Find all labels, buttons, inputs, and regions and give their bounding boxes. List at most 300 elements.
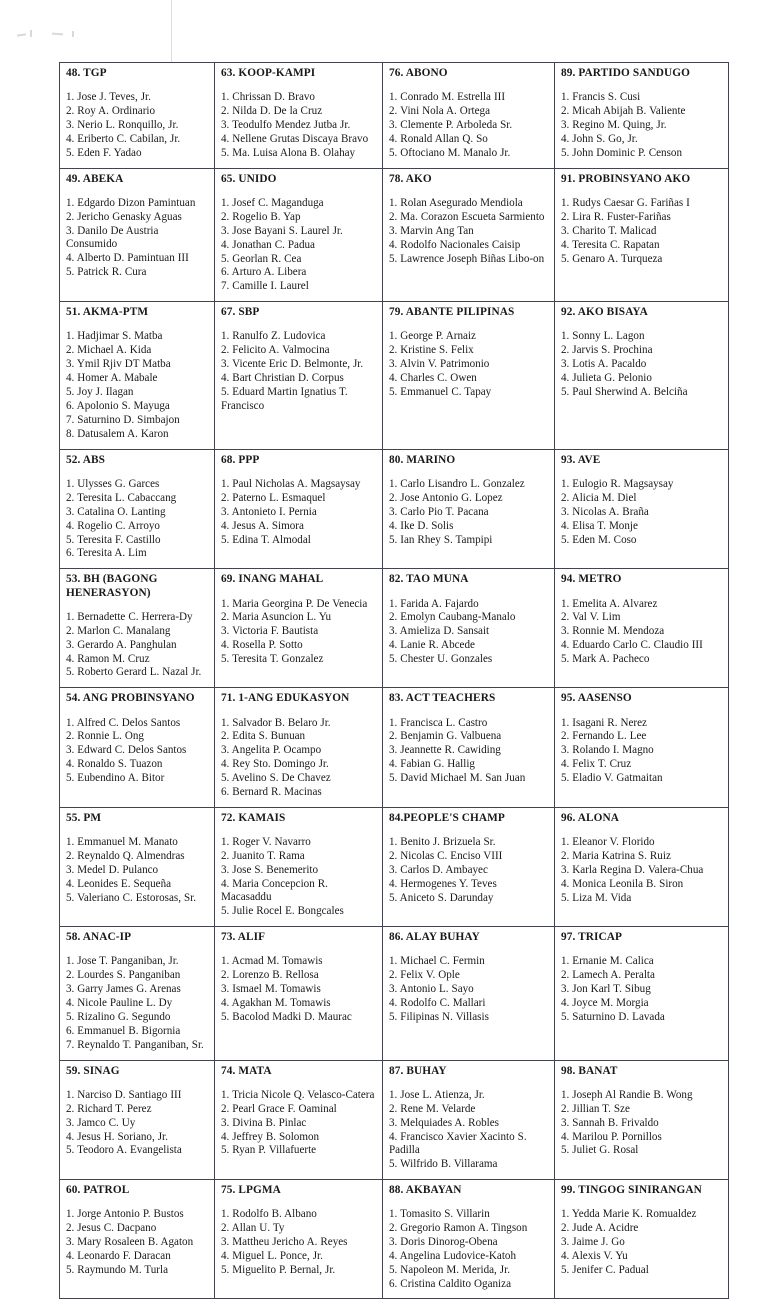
party-name: 80. MARINO bbox=[389, 453, 456, 466]
nominee-item: 2. Allan U. Ty bbox=[221, 1221, 285, 1234]
nominee-list bbox=[389, 717, 549, 786]
nominee-list bbox=[389, 478, 549, 547]
nominee-item: 1. Francis S. Cusi bbox=[561, 91, 641, 104]
nominee-list bbox=[561, 955, 723, 1024]
nominee-list bbox=[561, 1089, 723, 1158]
table-row bbox=[60, 1179, 729, 1299]
nominee-list bbox=[66, 955, 209, 1052]
party-name: 73. ALIF bbox=[221, 931, 266, 944]
nominee-list bbox=[221, 955, 377, 1024]
party-name: 75. LPGMA bbox=[221, 1183, 281, 1196]
party-block bbox=[383, 808, 554, 913]
party-name: 93. AVE bbox=[561, 453, 601, 466]
nominee-item: 1. Paul Nicholas A. Magsaysay bbox=[221, 477, 361, 490]
party-name: 74. MATA bbox=[221, 1064, 272, 1077]
nominee-item: 2. Fernando L. Lee bbox=[561, 730, 647, 743]
party-block bbox=[383, 569, 554, 674]
nominee-item: 2. Rene M. Velarde bbox=[389, 1102, 476, 1115]
party-name: 51. AKMA-PTM bbox=[66, 306, 149, 319]
party-block bbox=[60, 1061, 214, 1166]
nominee-list bbox=[561, 836, 723, 905]
party-name: 92. AKO BISAYA bbox=[561, 306, 648, 319]
nominee-item: 5. Lawrence Joseph Biñas Libo-on bbox=[389, 252, 545, 265]
nominee-item: 3. Mattheu Jericho A. Reyes bbox=[221, 1235, 348, 1248]
nominee-item: 3. Catalina O. Lanting bbox=[66, 505, 166, 518]
party-name: 54. ANG PROBINSYANO bbox=[66, 692, 195, 705]
nominee-item: 2. Jericho Genasky Aguas bbox=[66, 210, 182, 223]
nominee-list bbox=[561, 330, 723, 399]
party-cell bbox=[60, 168, 215, 302]
nominee-item: 4. Felix T. Cruz bbox=[561, 758, 632, 771]
nominee-item: 1. Salvador B. Belaro Jr. bbox=[221, 716, 331, 729]
party-name: 99. TINGOG SINIRANGAN bbox=[561, 1183, 702, 1196]
party-name: 68. PPP bbox=[221, 453, 260, 466]
nominee-item: 4. Jesus H. Soriano, Jr. bbox=[66, 1130, 168, 1143]
party-cell bbox=[215, 1179, 383, 1299]
nominee-item: 4. Angelina Ludovice-Katoh bbox=[389, 1249, 517, 1262]
nominee-item: 2. Rogelio B. Yap bbox=[221, 210, 301, 223]
party-cell bbox=[383, 1060, 555, 1179]
nominee-item: 3. Medel D. Pulanco bbox=[66, 863, 159, 876]
party-name: 95. AASENSO bbox=[561, 692, 632, 705]
party-block bbox=[215, 302, 382, 420]
nominee-item: 3. Amieliza D. Sansait bbox=[389, 625, 490, 638]
nominee-item: 4. Julieta G. Pelonio bbox=[561, 372, 652, 385]
party-name: 87. BUHAY bbox=[389, 1064, 447, 1077]
nominee-item: 3. Jamco C. Uy bbox=[66, 1116, 136, 1129]
scan-artifact-mark bbox=[30, 30, 32, 37]
nominee-list bbox=[221, 836, 377, 918]
party-block bbox=[555, 302, 728, 407]
party-block bbox=[383, 169, 554, 274]
party-block bbox=[555, 63, 728, 168]
nominee-item: 4. Lanie R. Abcede bbox=[389, 639, 475, 652]
nominee-item: 2. Jude A. Acidre bbox=[561, 1221, 639, 1234]
nominee-list bbox=[389, 91, 549, 160]
nominee-item: 2. Benjamin G. Valbuena bbox=[389, 730, 502, 743]
nominee-list bbox=[66, 1089, 209, 1158]
nominee-item: 3. Garry James G. Arenas bbox=[66, 983, 181, 996]
nominee-item: 5. Roberto Gerard L. Nazal Jr. bbox=[66, 666, 202, 679]
party-block bbox=[555, 1061, 728, 1166]
scan-artifact-mark bbox=[52, 33, 63, 36]
nominee-item: 5. Liza M. Vida bbox=[561, 891, 632, 904]
nominee-item: 5. Juliet G. Rosal bbox=[561, 1144, 639, 1157]
nominee-item: 3. Carlos D. Ambayec bbox=[389, 863, 488, 876]
nominee-item: 3. Rolando I. Magno bbox=[561, 744, 654, 757]
nominee-list bbox=[561, 598, 723, 667]
nominee-item: 3. Angelita P. Ocampo bbox=[221, 744, 322, 757]
nominee-item: 5. Mark A. Pacheco bbox=[561, 653, 650, 666]
party-cell bbox=[555, 302, 729, 449]
nominee-item: 3. Vicente Eric D. Belmonte, Jr. bbox=[221, 358, 364, 371]
party-cell bbox=[215, 168, 383, 302]
nominee-item: 5. Georlan R. Cea bbox=[221, 252, 302, 265]
table-row bbox=[60, 449, 729, 569]
party-name: 69. INANG MAHAL bbox=[221, 573, 324, 586]
nominee-item: 3. Jose S. Benemerito bbox=[221, 863, 319, 876]
nominee-item: 2. Lamech A. Peralta bbox=[561, 969, 655, 982]
party-name: 55. PM bbox=[66, 811, 102, 824]
party-block bbox=[215, 569, 382, 674]
party-name: 72. KAMAIS bbox=[221, 811, 286, 824]
party-name: 58. ANAC-IP bbox=[66, 931, 132, 944]
nominee-item: 4. Leonardo F. Daracan bbox=[66, 1249, 171, 1262]
nominee-item: 5. Saturnino D. Lavada bbox=[561, 1010, 665, 1023]
party-name: 84.PEOPLE'S CHAMP bbox=[389, 811, 505, 824]
party-cell bbox=[60, 1060, 215, 1179]
nominee-list bbox=[389, 1208, 549, 1291]
nominee-item: 3. Clemente P. Arboleda Sr. bbox=[389, 119, 513, 132]
nominee-list bbox=[66, 611, 209, 680]
party-cell bbox=[555, 168, 729, 302]
nominee-item: 7. Saturnino D. Simbajon bbox=[66, 413, 180, 426]
nominee-item: 3. Gerardo A. Panghulan bbox=[66, 638, 177, 651]
scan-artifact-mark bbox=[17, 33, 26, 36]
party-block bbox=[555, 169, 728, 274]
party-block bbox=[215, 1061, 382, 1166]
party-block bbox=[383, 688, 554, 793]
nominee-item: 1. Francisca L. Castro bbox=[389, 716, 488, 729]
nominee-item: 1. Jose J. Teves, Jr. bbox=[66, 91, 151, 104]
nominee-item: 2. Marlon C. Manalang bbox=[66, 624, 171, 637]
nominee-list bbox=[221, 598, 377, 667]
nominee-list bbox=[66, 478, 209, 561]
nominee-item: 4. Elisa T. Monje bbox=[561, 519, 638, 532]
party-name: 63. KOOP-KAMPI bbox=[221, 67, 316, 79]
nominee-item: 5. Paul Sherwind A. Belciña bbox=[561, 386, 688, 399]
nominee-list bbox=[221, 1208, 377, 1277]
party-name: 88. AKBAYAN bbox=[389, 1183, 462, 1196]
nominee-item: 3. Doris Dinorog-Obena bbox=[389, 1235, 498, 1248]
party-name: 65. UNIDO bbox=[221, 172, 277, 185]
party-cell bbox=[215, 688, 383, 808]
party-cell bbox=[215, 1060, 383, 1179]
nominee-item: 3. Lotis A. Pacaldo bbox=[561, 358, 647, 371]
nominee-item: 4. Alexis V. Yu bbox=[561, 1249, 628, 1262]
party-name: 97. TRICAP bbox=[561, 931, 623, 944]
party-list-nominees-table bbox=[59, 62, 729, 1299]
nominee-item: 1. Acmad M. Tomawis bbox=[221, 955, 323, 968]
nominee-item: 1. Ranulfo Z. Ludovica bbox=[221, 330, 326, 343]
nominee-item: 4. Rogelio C. Arroyo bbox=[66, 519, 160, 532]
nominee-item: 1. Roger V. Navarro bbox=[221, 836, 311, 849]
nominee-item: 2. Jarvis S. Prochina bbox=[561, 344, 653, 357]
nominee-list bbox=[389, 598, 549, 667]
party-block bbox=[215, 169, 382, 302]
nominee-item: 6. Apolonio S. Mayuga bbox=[66, 400, 170, 413]
nominee-item: 1. Isagani R. Nerez bbox=[561, 716, 647, 729]
nominee-item: 5. Teresita F. Castillo bbox=[66, 533, 161, 546]
nominee-item: 2. Ma. Corazon Escueta Sarmiento bbox=[389, 210, 545, 223]
nominee-list bbox=[221, 1089, 377, 1158]
party-cell bbox=[383, 688, 555, 808]
nominee-item: 5. Edina T. Almodal bbox=[221, 533, 311, 546]
nominee-item: 1. Emelita A. Alvarez bbox=[561, 597, 658, 610]
nominee-item: 6. Teresita A. Lim bbox=[66, 547, 147, 560]
nominee-item: 1. Tricia Nicole Q. Velasco-Catera bbox=[221, 1088, 375, 1101]
nominee-item: 4. Ronald Allan Q. So bbox=[389, 132, 488, 145]
party-cell bbox=[555, 1060, 729, 1179]
nominee-item: 5. Valeriano C. Estorosas, Sr. bbox=[66, 891, 197, 904]
nominee-item: 1. Bernadette C. Herrera-Dy bbox=[66, 610, 193, 623]
nominee-item: 6. Arturo A. Libera bbox=[221, 266, 307, 279]
table-row bbox=[60, 302, 729, 449]
nominee-item: 8. Datusalem A. Karon bbox=[66, 427, 169, 440]
party-cell bbox=[383, 302, 555, 449]
nominee-list bbox=[221, 478, 377, 547]
nominee-item: 5. Wilfrido B. Villarama bbox=[389, 1157, 498, 1170]
party-block bbox=[383, 450, 554, 555]
nominee-list bbox=[561, 91, 723, 160]
nominee-item: 3. Divina B. Pinlac bbox=[221, 1116, 307, 1129]
party-block bbox=[60, 169, 214, 287]
nominee-item: 2. Maria Asuncion L. Yu bbox=[221, 611, 332, 624]
nominee-item: 3. Alvin V. Patrimonio bbox=[389, 358, 490, 371]
nominee-item: 5. Filipinas N. Villasis bbox=[389, 1010, 489, 1023]
nominee-item: 5. David Michael M. San Juan bbox=[389, 772, 526, 785]
nominee-item: 3. Mary Rosaleen B. Agaton bbox=[66, 1235, 194, 1248]
nominee-item: 1. Farida A. Fajardo bbox=[389, 597, 479, 610]
nominee-item: 5. Eubendino A. Bitor bbox=[66, 772, 165, 785]
party-cell bbox=[383, 449, 555, 569]
nominee-item: 3. Antonieto I. Pernia bbox=[221, 505, 317, 518]
nominee-item: 5. Genaro A. Turqueza bbox=[561, 252, 663, 265]
nominee-list bbox=[66, 197, 209, 279]
nominee-item: 2. Vini Nola A. Ortega bbox=[389, 105, 490, 118]
nominee-item: 4. Teresita C. Rapatan bbox=[561, 238, 660, 251]
party-cell bbox=[383, 63, 555, 169]
party-name: 76. ABONO bbox=[389, 67, 448, 79]
nominee-item: 4. Bart Christian D. Corpus bbox=[221, 372, 344, 385]
nominee-item: 2. Nilda D. De la Cruz bbox=[221, 105, 323, 118]
nominee-item: 2. Jillian T. Sze bbox=[561, 1102, 630, 1115]
nominee-item: 1. Tomasito S. Villarin bbox=[389, 1207, 490, 1220]
nominee-item: 5. Ma. Luisa Alona B. Olahay bbox=[221, 146, 356, 159]
nominee-item: 3. Nicolas A. Braña bbox=[561, 505, 649, 518]
nominee-item: 1. Rodolfo B. Albano bbox=[221, 1207, 317, 1220]
nominee-item: 4. Maria Concepcion R. Macasaddu bbox=[221, 877, 328, 904]
nominee-item: 6. Cristina Caldito Oganiza bbox=[389, 1277, 511, 1290]
nominee-list bbox=[389, 330, 549, 399]
party-cell bbox=[383, 569, 555, 688]
nominee-item: 4. Leonides E. Sequeña bbox=[66, 877, 172, 890]
nominee-item: 5. Aniceto S. Darunday bbox=[389, 891, 494, 904]
nominee-item: 2. Alicia M. Diel bbox=[561, 491, 637, 504]
party-cell bbox=[215, 449, 383, 569]
nominee-item: 2. Lourdes S. Panganiban bbox=[66, 969, 181, 982]
nominee-item: 5. Teodoro A. Evangelista bbox=[66, 1144, 182, 1157]
table-row bbox=[60, 168, 729, 302]
nominee-item: 1. Eulogio R. Magsaysay bbox=[561, 477, 674, 490]
party-block bbox=[383, 927, 554, 1032]
party-cell bbox=[383, 168, 555, 302]
nominee-item: 4. John S. Go, Jr. bbox=[561, 132, 638, 145]
party-cell bbox=[215, 927, 383, 1061]
nominee-list bbox=[561, 717, 723, 786]
party-name: 89. PARTIDO SANDUGO bbox=[561, 67, 691, 79]
nominee-item: 4. Homer A. Mabale bbox=[66, 372, 158, 385]
nominee-item: 2. Paterno L. Esmaquel bbox=[221, 491, 326, 504]
nominee-item: 4. Monica Leonila B. Siron bbox=[561, 877, 684, 890]
nominee-list bbox=[561, 1208, 723, 1277]
nominee-item: 4. Ronaldo S. Tuazon bbox=[66, 758, 163, 771]
party-name: 67. SBP bbox=[221, 306, 260, 319]
nominee-item: 1. Eleanor V. Florido bbox=[561, 836, 655, 849]
nominee-item: 5. Jenifer C. Padual bbox=[561, 1263, 649, 1276]
nominee-list bbox=[221, 717, 377, 800]
nominee-item: 2. Emolyn Caubang-Manalo bbox=[389, 611, 516, 624]
nominee-item: 2. Juanito T. Rama bbox=[221, 850, 305, 863]
nominee-item: 3. Teodulfo Mendez Jutba Jr. bbox=[221, 119, 351, 132]
nominee-item: 4. Hermogenes Y. Teves bbox=[389, 877, 497, 890]
party-cell bbox=[555, 1179, 729, 1299]
party-cell bbox=[383, 927, 555, 1061]
party-name: 82. TAO MUNA bbox=[389, 573, 469, 586]
party-block bbox=[60, 569, 214, 687]
nominee-item: 2. Teresita L. Cabaccang bbox=[66, 491, 177, 504]
nominee-item: 3. Charito T. Malicad bbox=[561, 224, 657, 237]
nominee-item: 2. Richard T. Perez bbox=[66, 1102, 152, 1115]
party-block bbox=[60, 688, 214, 793]
nominee-item: 1. Emmanuel M. Manato bbox=[66, 836, 178, 849]
party-cell bbox=[215, 569, 383, 688]
party-name: 48. TGP bbox=[66, 67, 107, 79]
nominee-item: 1. Joseph Al Randie B. Wong bbox=[561, 1088, 693, 1101]
nominee-item: 4. Rosella P. Sotto bbox=[221, 639, 303, 652]
nominee-item: 3. Karla Regina D. Valera-Chua bbox=[561, 863, 704, 876]
nominee-item: 6. Bernard R. Macinas bbox=[221, 786, 322, 799]
nominee-list bbox=[389, 836, 549, 905]
nominee-item: 4. Rodolfo Nacionales Caisip bbox=[389, 238, 521, 251]
nominee-item: 1. George P. Arnaiz bbox=[389, 330, 476, 343]
party-block bbox=[555, 927, 728, 1032]
nominee-item: 4. Ramon M. Cruz bbox=[66, 652, 150, 665]
party-block bbox=[215, 688, 382, 807]
nominee-item: 3. Edward C. Delos Santos bbox=[66, 744, 187, 757]
nominee-item: 1. Rolan Asegurado Mendiola bbox=[389, 196, 523, 209]
nominee-item: 1. Conrado M. Estrella III bbox=[389, 91, 506, 104]
party-cell bbox=[555, 688, 729, 808]
nominee-item: 2. Reynaldo Q. Almendras bbox=[66, 850, 185, 863]
nominee-item: 2. Michael A. Kida bbox=[66, 344, 152, 357]
nominee-list bbox=[389, 955, 549, 1024]
party-name: 60. PATROL bbox=[66, 1183, 130, 1196]
nominee-item: 3. Jaime J. Go bbox=[561, 1235, 625, 1248]
party-cell bbox=[555, 807, 729, 926]
nominee-list bbox=[221, 197, 377, 294]
nominee-item: 1. Michael C. Fermin bbox=[389, 955, 485, 968]
nominee-item: 4. Rey Sto. Domingo Jr. bbox=[221, 758, 329, 771]
party-block bbox=[383, 63, 554, 168]
party-name: 86. ALAY BUHAY bbox=[389, 931, 480, 944]
nominee-item: 4. Francisco Xavier Xacinto S. Padilla bbox=[389, 1130, 527, 1156]
nominee-list bbox=[66, 91, 209, 160]
nominee-item: 2. Kristine S. Felix bbox=[389, 344, 474, 357]
nominee-item: 2. Micah Abijah B. Valiente bbox=[561, 105, 686, 118]
party-cell bbox=[555, 449, 729, 569]
party-name: 94. METRO bbox=[561, 573, 622, 586]
party-name: 59. SINAG bbox=[66, 1064, 120, 1077]
nominee-item: 4. Jeffrey B. Solomon bbox=[221, 1130, 320, 1143]
party-block bbox=[555, 688, 728, 793]
party-block bbox=[383, 1180, 554, 1299]
nominee-item: 1. Ernanie M. Calica bbox=[561, 955, 654, 968]
table-row bbox=[60, 569, 729, 688]
nominee-item: 1. Yedda Marie K. Romualdez bbox=[561, 1207, 697, 1220]
nominee-item: 3. Ronnie M. Mendoza bbox=[561, 625, 665, 638]
nominee-list bbox=[66, 836, 209, 905]
nominee-item: 2. Pearl Grace F. Oaminal bbox=[221, 1102, 337, 1115]
nominee-item: 4. Jonathan C. Padua bbox=[221, 238, 315, 251]
nominee-item: 1. Sonny L. Lagon bbox=[561, 330, 645, 343]
party-block bbox=[215, 63, 382, 168]
nominee-item: 3. Sannah B. Frivaldo bbox=[561, 1116, 659, 1129]
party-name: 52. ABS bbox=[66, 453, 105, 466]
party-block bbox=[215, 927, 382, 1032]
nominee-item: 2. Lorenzo B. Rellosa bbox=[221, 969, 319, 982]
table-row bbox=[60, 63, 729, 169]
nominee-item: 2. Jose Antonio G. Lopez bbox=[389, 491, 503, 504]
party-cell bbox=[60, 449, 215, 569]
nominee-item: 3. Ismael M. Tomawis bbox=[221, 983, 321, 996]
party-cell bbox=[383, 807, 555, 926]
nominee-item: 4. Joyce M. Morgia bbox=[561, 997, 649, 1010]
nominee-item: 1. Chrissan D. Bravo bbox=[221, 91, 315, 104]
nominee-item: 5. Emmanuel C. Tapay bbox=[389, 386, 492, 399]
party-block bbox=[60, 808, 214, 913]
nominee-list bbox=[561, 478, 723, 547]
party-cell bbox=[60, 688, 215, 808]
nominee-item: 3. Marvin Ang Tan bbox=[389, 224, 474, 237]
nominee-item: 5. Chester U. Gonzales bbox=[389, 653, 493, 666]
party-name: 96. ALONA bbox=[561, 811, 620, 824]
nominee-item: 2. Gregorio Ramon A. Tingson bbox=[389, 1221, 528, 1234]
nominee-item: 5. Eladio V. Gatmaitan bbox=[561, 772, 663, 785]
party-block bbox=[383, 1061, 554, 1179]
nominee-item: 5. Eduard Martin Ignatius T. Francisco bbox=[221, 386, 348, 412]
party-name: 71. 1-ANG EDUKASYON bbox=[221, 692, 350, 705]
party-cell bbox=[60, 63, 215, 169]
table-row bbox=[60, 807, 729, 926]
nominee-item: 2. Felix V. Ople bbox=[389, 969, 460, 982]
party-block bbox=[60, 302, 214, 448]
nominee-item: 1. Jorge Antonio P. Bustos bbox=[66, 1207, 184, 1220]
nominee-item: 4. Eriberto C. Cabilan, Jr. bbox=[66, 132, 181, 145]
nominee-item: 2. Lira R. Fuster-Fariñas bbox=[561, 210, 671, 223]
nominee-item: 5. Ian Rhey S. Tampipi bbox=[389, 533, 493, 546]
nominee-item: 1. Alfred C. Delos Santos bbox=[66, 716, 181, 729]
nominee-item: 4. Marilou P. Pornillos bbox=[561, 1130, 662, 1143]
nominee-item: 4. Agakhan M. Tomawis bbox=[221, 997, 331, 1010]
party-name: 79. ABANTE PILIPINAS bbox=[389, 306, 515, 319]
nominee-item: 5. Miguelito P. Bernal, Jr. bbox=[221, 1263, 336, 1276]
nominee-item: 1. Josef C. Maganduga bbox=[221, 196, 324, 209]
nominee-item: 5. Ryan P. Villafuerte bbox=[221, 1144, 317, 1157]
nominee-item: 1. Maria Georgina P. De Venecia bbox=[221, 597, 368, 610]
nominee-item: 5. Eden M. Coso bbox=[561, 533, 637, 546]
nominee-item: 3. Jeannette R. Cawiding bbox=[389, 744, 501, 757]
table-row bbox=[60, 1060, 729, 1179]
party-cell bbox=[60, 807, 215, 926]
nominee-item: 4. Jesus A. Simora bbox=[221, 519, 304, 532]
nominee-item: 2. Edita S. Bunuan bbox=[221, 730, 306, 743]
nominee-item: 5. Rizalino G. Segundo bbox=[66, 1010, 171, 1023]
party-cell bbox=[215, 807, 383, 926]
party-name: 98. BANAT bbox=[561, 1064, 618, 1077]
nominee-item: 5. Patrick R. Cura bbox=[66, 265, 147, 278]
nominee-item: 3. Regino M. Quing, Jr. bbox=[561, 119, 667, 132]
